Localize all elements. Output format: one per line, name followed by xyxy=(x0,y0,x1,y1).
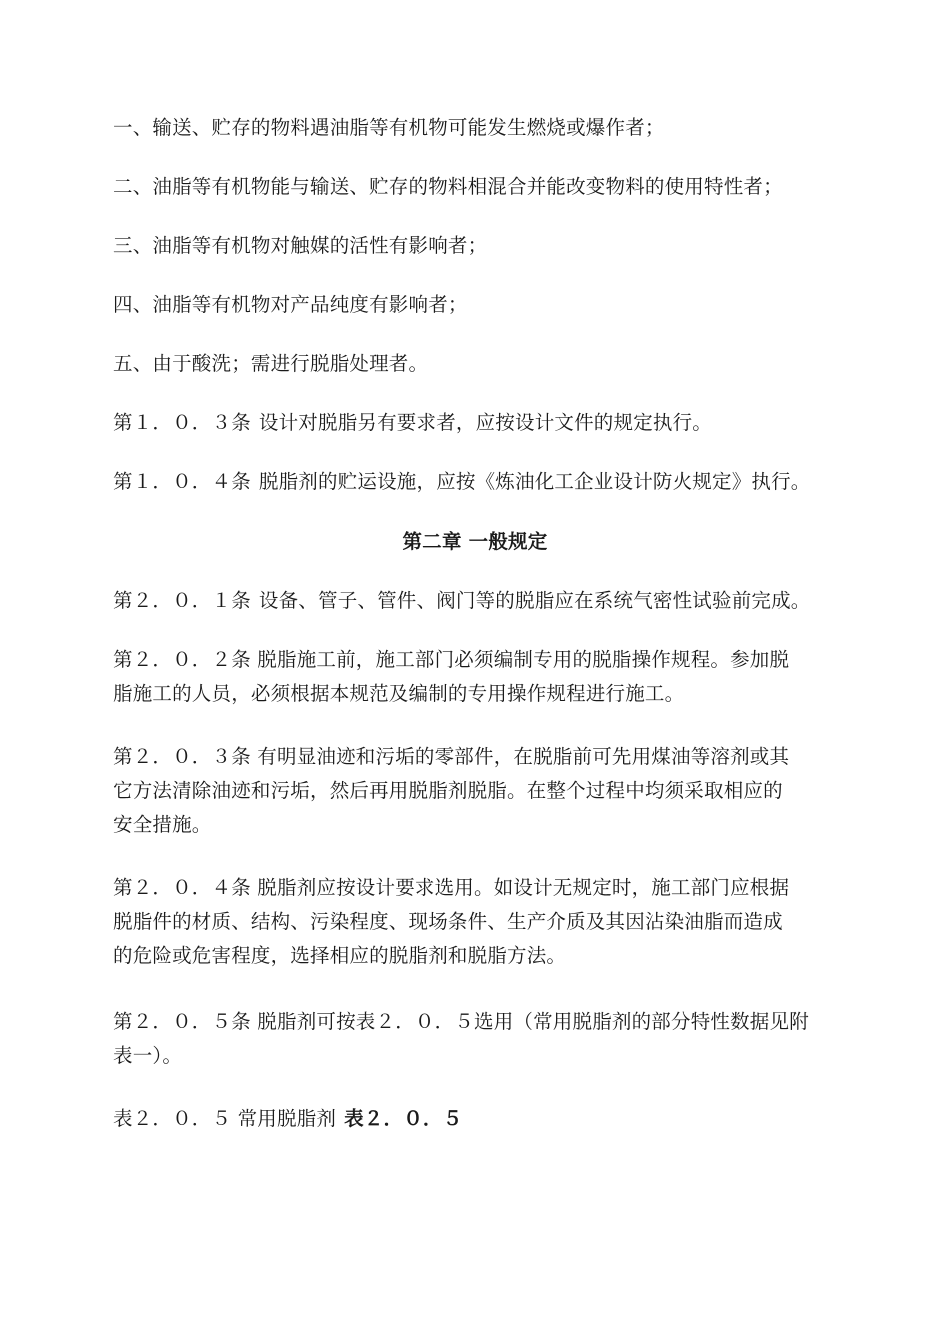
clause-text: 脱脂剂的贮运设施，应按《炼油化工企业设计防火规定》执行。 xyxy=(258,470,811,493)
clause-line: 的危险或危害程度，选择相应的脱脂剂和脱脂方法。 xyxy=(113,944,567,967)
clause-number: 第１．０．４条 xyxy=(113,470,251,493)
clause-line: 表一）。 xyxy=(113,1044,183,1067)
list-item-4: 四、油脂等有机物对产品纯度有影响者； xyxy=(113,293,468,316)
list-item-3: 三、油脂等有机物对触媒的活性有影响者； xyxy=(113,234,488,257)
list-item-1: 一、输送、贮存的物料遇油脂等有机物可能发生燃烧或爆作者； xyxy=(113,116,665,139)
clause-line: 安全措施。 xyxy=(113,813,212,836)
clause-line: 第２．０．５条 脱脂剂可按表２．０．５选用（常用脱脂剂的部分特性数据见附 xyxy=(113,1010,809,1033)
clause-2-0-5 xyxy=(113,1005,843,1073)
clause-line: 第２．０．２条 脱脂施工前，施工部门必须编制专用的脱脂操作规程。参加脱 xyxy=(113,648,790,671)
clause-2-0-2 xyxy=(113,643,843,711)
table-caption-bold: 表２．０．５ xyxy=(344,1107,463,1130)
clause-1-0-4 xyxy=(113,465,843,499)
chapter-2-heading: 第二章 一般规定 xyxy=(402,530,548,553)
list-item-2: 二、油脂等有机物能与输送、贮存的物料相混合并能改变物料的使用特性者； xyxy=(113,175,783,198)
clause-line: 第２．０．４条 脱脂剂应按设计要求选用。如设计无规定时，施工部门应根据 xyxy=(113,876,790,899)
clause-number: 第２．０．１条 xyxy=(113,589,251,612)
clause-text: 设计对脱脂另有要求者，应按设计文件的规定执行。 xyxy=(258,411,713,434)
clause-2-0-3 xyxy=(113,740,843,842)
clause-line: 脂施工的人员，必须根据本规范及编制的专用操作规程进行施工。 xyxy=(113,682,685,705)
clause-2-0-1 xyxy=(113,584,843,618)
clause-line: 脱脂件的材质、结构、污染程度、现场条件、生产介质及其因沾染油脂而造成 xyxy=(113,910,783,933)
clause-2-0-4 xyxy=(113,871,843,973)
clause-line: 它方法清除油迹和污垢，然后再用脱脂剂脱脂。在整个过程中均须采取相应的 xyxy=(113,779,783,802)
clause-1-0-3 xyxy=(113,406,843,440)
clause-number: 第１．０．３条 xyxy=(113,411,251,434)
table-caption-text: 表２．０．５ 常用脱脂剂 xyxy=(113,1107,337,1130)
clause-text: 设备、管子、管件、阀门等的脱脂应在系统气密性试验前完成。 xyxy=(258,589,811,612)
table-caption xyxy=(113,1102,843,1136)
clause-line: 第２．０．３条 有明显油迹和污垢的零部件，在脱脂前可先用煤油等溶剂或其 xyxy=(113,745,790,768)
list-item-5: 五、由于酸洗；需进行脱脂处理者。 xyxy=(113,352,429,375)
